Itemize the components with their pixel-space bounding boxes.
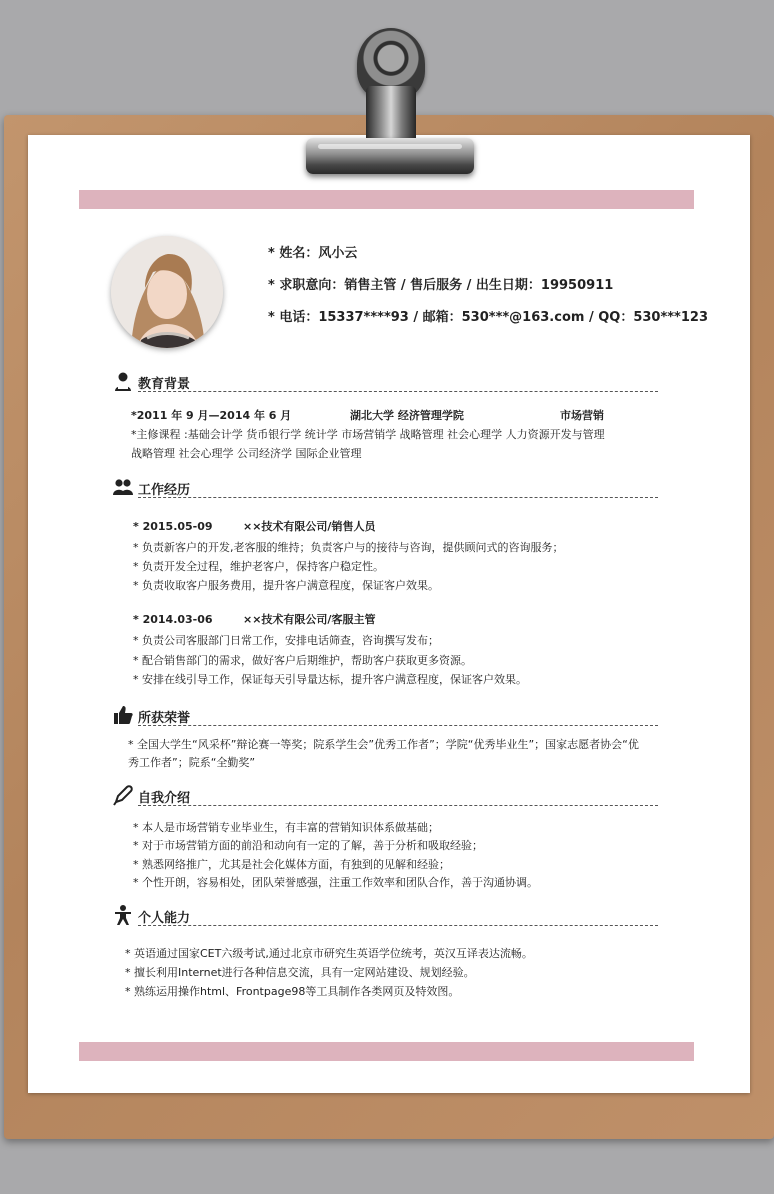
- job-duty: * 负责新客户的开发,老客服的维持；负责客户与的接待与咨询，提供顾问式的咨询服务；: [133, 541, 564, 554]
- binder-clip-base: [306, 138, 474, 174]
- job-duty: * 配合销售部门的需求，做好客户后期维护，帮助客户获取更多资源。: [133, 654, 472, 667]
- education-major: 市场营销: [560, 409, 604, 422]
- job-duty: * 负责公司客服部门日常工作，安排电话筛查，咨询撰写发布；: [133, 634, 439, 647]
- top-pink-band: [79, 190, 694, 209]
- abilities-header: [112, 903, 658, 929]
- section-divider: [138, 391, 658, 392]
- people-icon: [112, 476, 134, 498]
- abilities-title: 个人能力: [138, 911, 191, 926]
- section-divider: [138, 925, 658, 926]
- job-duty: * 负责收取客户服务费用，提升客户满意程度，保证客户效果。: [133, 579, 439, 592]
- intro-item: * 对于市场营销方面的前沿和动向有一定的了解，善于分析和吸取经验；: [133, 839, 483, 852]
- job-company: ××技术有限公司/销售人员: [243, 520, 376, 533]
- intro-title: 自我介绍: [138, 791, 191, 806]
- job-company: ××技术有限公司/客服主管: [243, 613, 376, 626]
- intro-item: * 本人是市场营销专业毕业生，有丰富的营销知识体系做基础；: [133, 821, 439, 834]
- honors-line: * 全国大学生“风采杯”辩论赛一等奖；院系学生会”优秀工作者”；学院“优秀毕业生”；国家志愿者协会“优: [128, 738, 639, 751]
- intro-header: [112, 783, 658, 809]
- honors-title: 所获荣誉: [138, 711, 191, 726]
- profile-photo: [111, 236, 223, 348]
- education-title: 教育背景: [138, 377, 191, 392]
- section-divider: [138, 497, 658, 498]
- ability-item: * 英语通过国家CET六级考试,通过北京市研究生英语学位统考，英汉互译表达流畅。: [125, 947, 533, 960]
- education-courses-line: 战略管理 社会心理学 公司经济学 国际企业管理: [131, 447, 362, 460]
- job-duty: * 安排在线引导工作，保证每天引导量达标，提升客户满意程度，保证客户效果。: [133, 673, 527, 686]
- job-duty: * 负责开发全过程，维护老客户，保持客户稳定性。: [133, 560, 384, 573]
- education-courses-line: *主修课程 :基础会计学 货币银行学 统计学 市场营销学 战略管理 社会心理学 人力资源开发与管理: [131, 428, 605, 441]
- pen-icon: [112, 784, 134, 806]
- work-title: 工作经历: [138, 483, 191, 498]
- section-divider: [138, 725, 658, 726]
- graduate-icon: [112, 370, 134, 392]
- education-period: *2011 年 9 月—2014 年 6 月: [131, 409, 292, 422]
- person-icon: [112, 904, 134, 926]
- bottom-pink-band: [79, 1042, 694, 1061]
- honors-header: [112, 703, 658, 729]
- intro-item: * 熟悉网络推广，尤其是社会化媒体方面，有独到的见解和经验；: [133, 858, 450, 871]
- education-header: [112, 369, 658, 395]
- section-divider: [138, 805, 658, 806]
- job-period: * 2014.03-06: [133, 613, 213, 626]
- honors-line: 秀工作者”；院系“全勤奖”: [128, 756, 256, 769]
- job-intent-line: * 求职意向：销售主管 / 售后服务 / 出生日期：19950911: [268, 278, 614, 293]
- ability-item: * 熟练运用操作html、Frontpage98等工具制作各类网页及特效图。: [125, 985, 460, 998]
- job-period: * 2015.05-09: [133, 520, 213, 533]
- intro-item: * 个性开朗，容易相处，团队荣誉感强，注重工作效率和团队合作，善于沟通协调。: [133, 876, 538, 889]
- education-school: 湖北大学 经济管理学院: [350, 409, 464, 422]
- ability-item: * 擅长利用Internet进行各种信息交流，具有一定网站建设、规划经验。: [125, 966, 475, 979]
- binder-clip-body: [366, 86, 416, 144]
- contact-line: * 电话：15337****93 / 邮箱：530***@163.com / QQ：530***123: [268, 310, 708, 325]
- name-line: * 姓名：风小云: [268, 246, 358, 261]
- thumbs-up-icon: [112, 704, 134, 726]
- work-header: [112, 475, 658, 501]
